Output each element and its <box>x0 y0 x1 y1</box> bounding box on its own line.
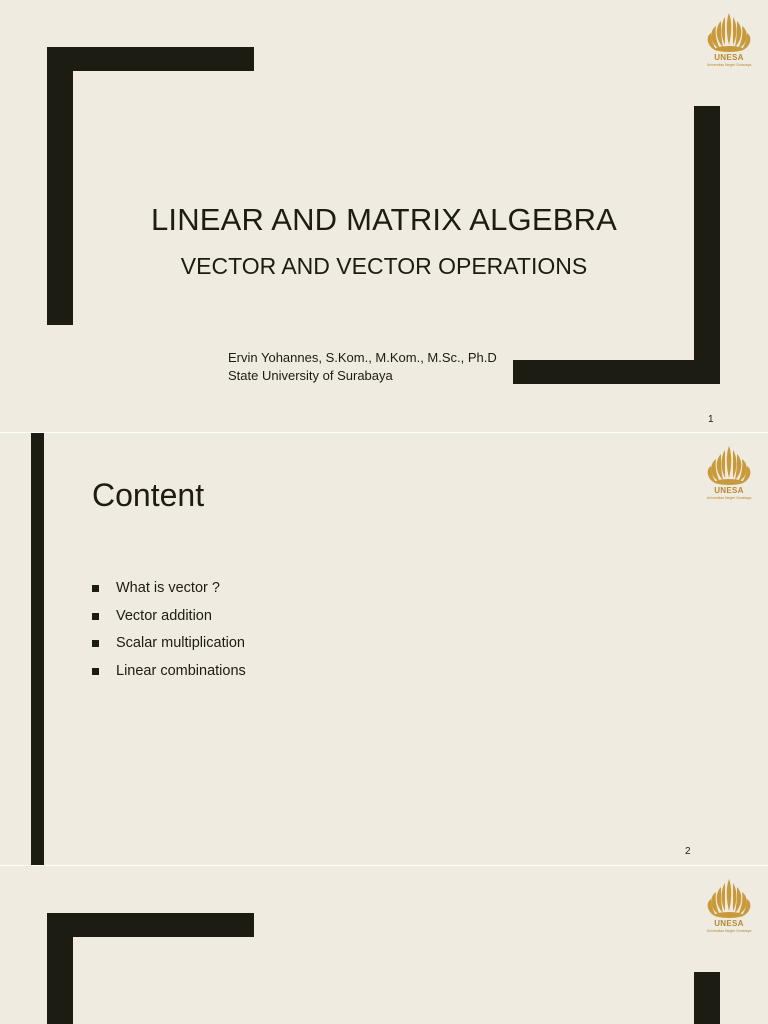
list-item <box>92 661 246 689</box>
university-logo <box>701 442 757 506</box>
logo-subtext: Universitas Negeri Surabaya <box>706 496 752 500</box>
corner-bracket-bottom-vertical <box>694 972 720 1024</box>
author-name: Ervin Yohannes, S.Kom., M.Kom., M.Sc., Ph.D <box>228 350 497 365</box>
corner-bracket-bottom-horizontal <box>513 360 720 384</box>
logo-wordmark: UNESA <box>714 486 744 495</box>
list-item <box>92 633 246 661</box>
slide-1 <box>0 0 768 432</box>
list-item <box>92 606 246 634</box>
bullet-square-icon <box>92 640 99 647</box>
list-item-text: Linear combinations <box>116 662 246 679</box>
author-institution: State University of Surabaya <box>228 368 393 383</box>
list-item-text: What is vector ? <box>116 580 220 596</box>
corner-bracket-top-horizontal <box>47 913 254 937</box>
logo-subtext: Universitas Negeri Surabaya <box>706 929 752 933</box>
corner-bracket-top-vertical <box>47 913 73 1024</box>
logo-wordmark: UNESA <box>714 53 744 62</box>
bullet-square-icon <box>92 585 99 592</box>
logo-wordmark: UNESA <box>714 919 744 928</box>
unesa-logo-icon <box>701 442 757 488</box>
corner-bracket-top-horizontal <box>47 47 254 71</box>
logo-subtext: Universitas Negeri Surabaya <box>706 63 752 67</box>
corner-bracket-top-vertical <box>47 47 73 325</box>
list-item <box>92 578 246 606</box>
corner-bracket-bottom-vertical <box>694 106 720 384</box>
slide-subtitle: VECTOR AND VECTOR OPERATIONS <box>180 253 588 279</box>
slide-heading: Content <box>92 477 205 513</box>
bullet-square-icon <box>92 613 99 620</box>
content-list <box>92 578 246 688</box>
unesa-logo-icon <box>701 875 757 921</box>
slide-2 <box>0 433 768 865</box>
left-accent-bar <box>31 433 44 865</box>
university-logo <box>701 9 757 73</box>
bullet-square-icon <box>92 668 99 675</box>
list-item-text: Scalar multiplication <box>116 635 245 651</box>
unesa-logo-icon <box>701 9 757 55</box>
slide-3 <box>0 866 768 1024</box>
page-number: 2 <box>685 846 691 857</box>
slide-title: LINEAR AND MATRIX ALGEBRA <box>150 202 618 237</box>
list-item-text: Vector addition <box>116 607 212 624</box>
page-number: 1 <box>708 414 714 425</box>
university-logo <box>701 875 757 939</box>
